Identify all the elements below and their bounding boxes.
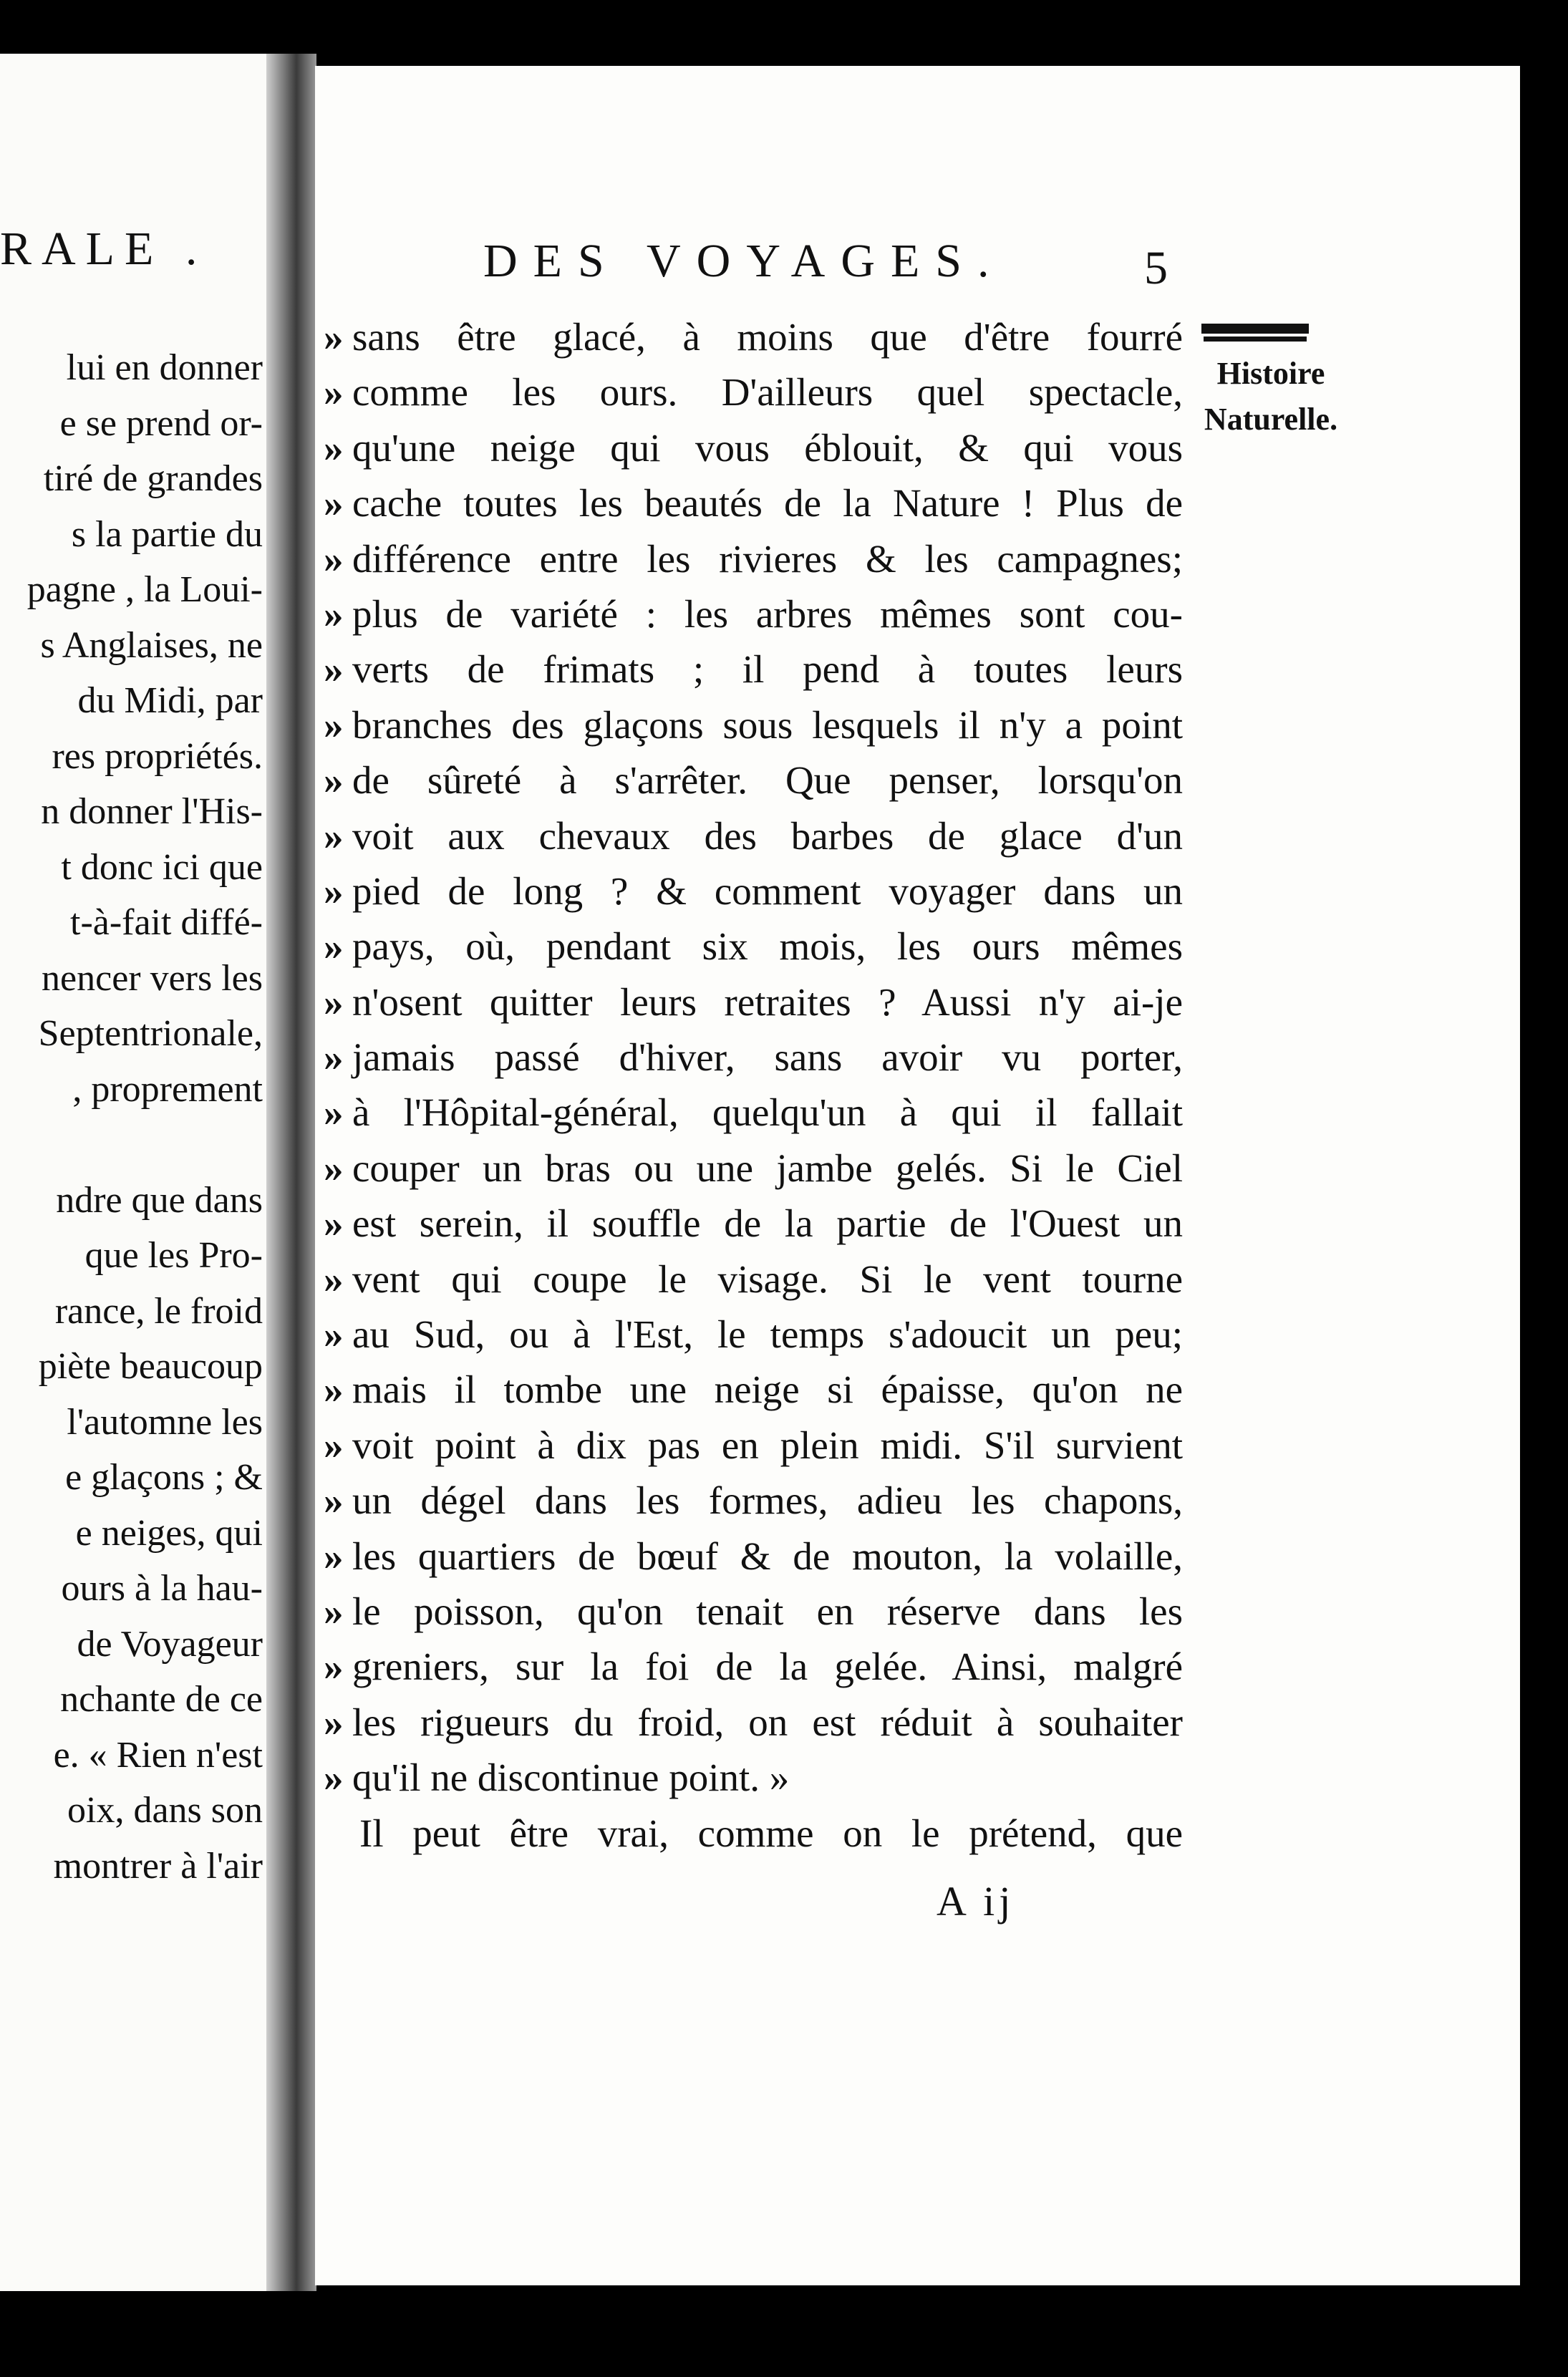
left-text-line: e neiges, qui	[75, 1512, 263, 1554]
text-line	[324, 642, 1183, 697]
quote-mark: »	[324, 536, 344, 581]
quote-mark: »	[324, 1534, 344, 1578]
quote-mark: »	[324, 868, 344, 913]
text-line	[324, 1362, 1183, 1417]
text-line	[324, 1529, 1183, 1584]
left-text-line: , proprement	[72, 1068, 263, 1110]
line-text: voit aux chevaux des barbes de glace d'un	[352, 813, 1183, 858]
text-line	[324, 1806, 1183, 1861]
quote-mark: »	[324, 1645, 344, 1689]
text-line	[324, 1584, 1183, 1639]
left-text-line: piète beaucoup	[38, 1346, 263, 1387]
line-text: n'osent quitter leurs retraites ? Aussi n'y ai-je	[352, 979, 1183, 1024]
text-line	[324, 1141, 1183, 1196]
text-line	[324, 364, 1183, 420]
quote-mark: »	[324, 1423, 344, 1467]
line-text: Il peut être vrai, comme on le prétend, que	[359, 1811, 1183, 1855]
line-text: voit point à dix pas en plein midi. S'il survient	[352, 1423, 1183, 1467]
text-line	[324, 752, 1183, 808]
quote-mark: »	[324, 702, 344, 747]
text-line	[324, 974, 1183, 1030]
signature-mark: A ij	[937, 1878, 1015, 1925]
text-line	[324, 697, 1183, 752]
marginal-note	[1189, 351, 1353, 442]
line-text: au Sud, ou à l'Est, le temps s'adoucit un peu;	[352, 1312, 1183, 1357]
text-line	[324, 1307, 1183, 1362]
line-text: les quartiers de bœuf & de mouton, la volaille,	[352, 1534, 1183, 1578]
marginal-note-line: Naturelle.	[1204, 402, 1338, 437]
line-text: plus de variété : les arbres mêmes sont cou-	[352, 591, 1183, 636]
line-text: verts de frimats ; il pend à toutes leurs	[352, 647, 1183, 692]
text-line	[324, 475, 1183, 531]
left-text-line: e se prend or-	[59, 402, 263, 444]
left-text-line: tiré de grandes	[43, 458, 263, 499]
left-text-line: Septentrionale,	[38, 1013, 263, 1054]
left-text-line: oix, dans son	[67, 1790, 263, 1831]
text-line	[324, 1196, 1183, 1251]
line-text: différence entre les rivieres & les campagnes;	[352, 536, 1183, 581]
text-line	[324, 586, 1183, 642]
left-facing-page	[0, 54, 283, 2291]
left-text-line: res propriétés.	[52, 735, 263, 777]
line-text: un dégel dans les formes, adieu les chapons,	[352, 1478, 1183, 1523]
quote-mark: »	[324, 979, 344, 1024]
body-text	[324, 309, 1183, 1861]
left-text-line: nencer vers les	[42, 957, 263, 999]
text-line	[324, 420, 1183, 475]
left-page-text	[27, 340, 263, 1894]
left-text-line: de Voyageur	[77, 1623, 263, 1665]
line-text: pays, où, pendant six mois, les ours mêmes	[352, 924, 1183, 969]
text-line	[324, 531, 1183, 586]
text-line	[324, 1695, 1183, 1750]
quote-mark: »	[324, 1312, 344, 1357]
quote-mark: »	[324, 647, 344, 692]
quote-mark: »	[324, 1478, 344, 1523]
quote-mark: »	[324, 1367, 344, 1412]
left-text-line: l'automne les	[67, 1401, 263, 1443]
left-text-line: ndre que dans	[56, 1179, 263, 1221]
left-text-line: rance, le froid	[54, 1290, 263, 1332]
text-line	[324, 1473, 1183, 1528]
left-text-line: t donc ici que	[61, 846, 263, 888]
quote-mark: »	[324, 813, 344, 858]
text-line	[324, 919, 1183, 974]
running-head: DES VOYAGES.	[483, 235, 1005, 287]
line-text: cache toutes les beautés de la Nature ! Plus de	[352, 481, 1183, 526]
line-text: qu'il ne discontinue point. »	[352, 1756, 790, 1800]
left-text-line: t-à-fait diffé-	[70, 902, 263, 943]
sidenote-rule	[1201, 324, 1309, 337]
line-text: branches des glaçons sous lesquels il n'y a point	[352, 702, 1183, 747]
line-text: mais il tombe une neige si épaisse, qu'on ne	[352, 1367, 1183, 1412]
text-line	[324, 1750, 1183, 1805]
text-line	[324, 1418, 1183, 1473]
left-text-line: n donner l'His-	[41, 791, 263, 832]
line-text: pied de long ? & comment voyager dans un	[352, 868, 1183, 913]
left-text-line: lui en donner	[66, 347, 263, 388]
line-text: les rigueurs du froid, on est réduit à souhaiter	[352, 1700, 1183, 1744]
quote-mark: »	[324, 481, 344, 526]
quote-mark: »	[324, 370, 344, 415]
line-text: à l'Hôpital-général, quelqu'un à qui il fallait	[352, 1090, 1183, 1135]
quote-mark: »	[324, 1201, 344, 1246]
left-running-head: RALE .	[0, 223, 208, 275]
line-text: couper un bras ou une jambe gelés. Si le Ciel	[352, 1146, 1183, 1190]
quote-mark: »	[324, 1146, 344, 1190]
quote-mark: »	[324, 1035, 344, 1080]
left-text-line: s Anglaises, ne	[40, 624, 263, 666]
left-text-line: ours à la hau-	[61, 1568, 263, 1609]
marginal-note-line: Histoire	[1216, 356, 1325, 391]
left-text-line: du Midi, par	[77, 680, 263, 721]
text-line	[324, 1252, 1183, 1307]
line-text: de sûreté à s'arrêter. Que penser, lorsqu'on	[352, 758, 1183, 803]
left-text-line	[27, 1117, 263, 1173]
text-line	[324, 1085, 1183, 1140]
left-text-line: que les Pro-	[84, 1235, 263, 1276]
left-text-line: s la partie du	[71, 513, 263, 555]
line-text: vent qui coupe le visage. Si le vent tourne	[352, 1257, 1183, 1301]
line-text: greniers, sur la foi de la gelée. Ainsi, malgré	[352, 1645, 1183, 1689]
quote-mark: »	[324, 591, 344, 636]
quote-mark: »	[324, 924, 344, 969]
text-line	[324, 309, 1183, 364]
text-line	[324, 863, 1183, 919]
left-text-line: e. « Rien n'est	[53, 1734, 263, 1776]
line-text: est serein, il souffle de la partie de l'Ouest un	[352, 1201, 1183, 1246]
left-text-line: e glaçons ; &	[65, 1457, 263, 1498]
text-line	[324, 1639, 1183, 1694]
text-line	[324, 1030, 1183, 1085]
quote-mark: »	[324, 1257, 344, 1301]
quote-mark: »	[324, 1700, 344, 1744]
text-line	[324, 808, 1183, 863]
page-number: 5	[1144, 242, 1168, 294]
left-text-line: montrer à l'air	[53, 1845, 263, 1887]
left-text-line: nchante de ce	[60, 1679, 263, 1720]
book-gutter	[266, 54, 316, 2291]
quote-mark: »	[324, 315, 344, 359]
left-text-line: pagne , la Loui-	[26, 569, 263, 610]
quote-mark: »	[324, 1090, 344, 1135]
quote-mark: »	[324, 758, 344, 803]
quote-mark: »	[324, 1756, 344, 1800]
quote-mark: »	[324, 425, 344, 470]
line-text: qu'une neige qui vous éblouit, & qui vous	[352, 425, 1183, 470]
line-text: comme les ours. D'ailleurs quel spectacle,	[352, 370, 1183, 415]
line-text: le poisson, qu'on tenait en réserve dans les	[352, 1589, 1183, 1633]
right-page	[315, 66, 1520, 2285]
line-text: sans être glacé, à moins que d'être fourré	[352, 315, 1183, 359]
line-text: jamais passé d'hiver, sans avoir vu porter,	[352, 1035, 1183, 1080]
quote-mark: »	[324, 1589, 344, 1633]
